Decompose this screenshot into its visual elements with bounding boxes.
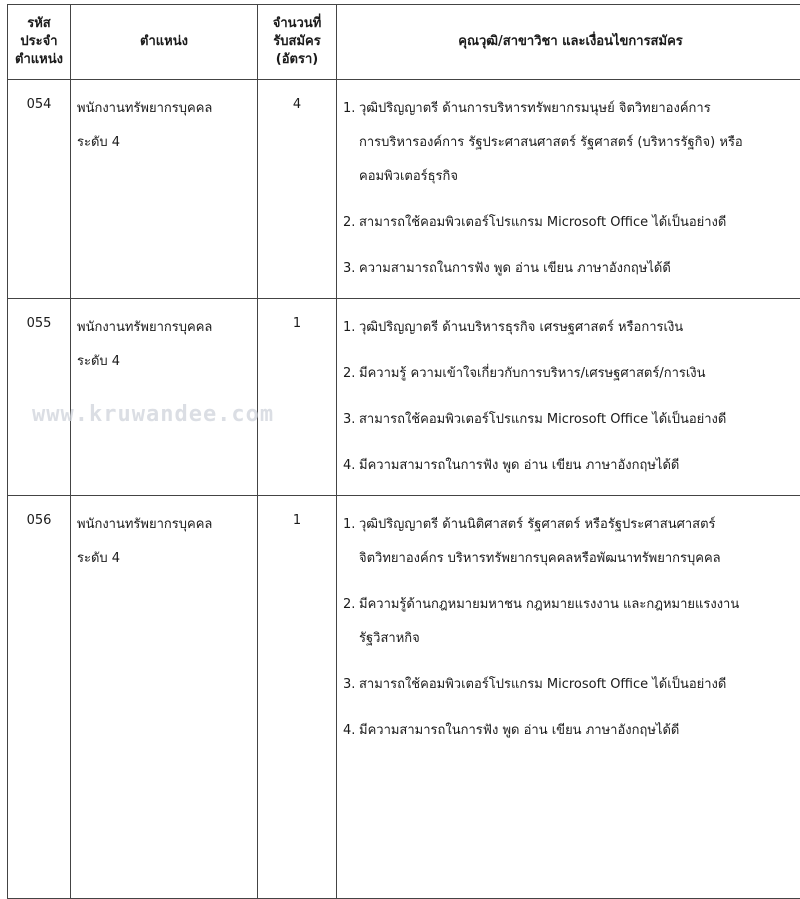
requirement-item	[343, 508, 798, 576]
table-row	[8, 299, 800, 496]
position-title	[71, 80, 258, 299]
requirement-line: วุฒิปริญญาตรี ด้านบริหารธุรกิจ เศรษฐศาสตร์ หรือการเงิน	[359, 311, 798, 345]
requirement-number: 1.	[343, 311, 355, 345]
opening-count: 1	[258, 299, 337, 496]
position-title-line: ระดับ 4	[77, 126, 251, 160]
requirement-line: ความสามารถในการฟัง พูด อ่าน เขียน ภาษาอังกฤษได้ดี	[359, 252, 798, 286]
requirement-item	[343, 403, 798, 437]
requirement-line: วุฒิปริญญาตรี ด้านการบริหารทรัพยากรมนุษย์ จิตวิทยาองค์การ	[359, 92, 798, 126]
header-count-line: รับสมัคร	[260, 33, 334, 51]
requirement-item	[343, 588, 798, 656]
header-qualifications: คุณวุฒิ/สาขาวิชา และเงื่อนไขการสมัคร	[337, 5, 800, 80]
requirement-item	[343, 206, 798, 240]
requirement-line: สามารถใช้คอมพิวเตอร์โปรแกรม Microsoft Office ได้เป็นอย่างดี	[359, 206, 798, 240]
requirement-line: มีความรู้ด้านกฎหมายมหาชน กฎหมายแรงงาน และกฎหมายแรงงาน	[359, 588, 798, 622]
requirement-number: 3.	[343, 668, 355, 702]
watermark: www.kruwandee.com	[32, 402, 274, 427]
header-code-line: รหัส	[10, 15, 68, 33]
requirement-line: สามารถใช้คอมพิวเตอร์โปรแกรม Microsoft Office ได้เป็นอย่างดี	[359, 668, 798, 702]
position-title	[71, 299, 258, 496]
requirement-number: 2.	[343, 588, 355, 622]
position-code: 056	[8, 496, 71, 899]
qualifications-cell	[337, 496, 800, 899]
qualifications-cell	[337, 299, 800, 496]
position-title	[71, 496, 258, 899]
requirement-number: 2.	[343, 357, 355, 391]
requirement-line: จิตวิทยาองค์กร บริหารทรัพยากรบุคคลหรือพัฒนาทรัพยากรบุคคล	[359, 542, 798, 576]
requirement-item	[343, 252, 798, 286]
requirement-line: การบริหารองค์การ รัฐประศาสนศาสตร์ รัฐศาสตร์ (บริหารรัฐกิจ) หรือ	[359, 126, 798, 160]
job-table	[7, 4, 800, 899]
opening-count: 1	[258, 496, 337, 899]
requirements-list	[343, 508, 798, 748]
table-row	[8, 496, 800, 899]
requirement-line: วุฒิปริญญาตรี ด้านนิติศาสตร์ รัฐศาสตร์ หรือรัฐประศาสนศาสตร์	[359, 508, 798, 542]
requirement-number: 3.	[343, 252, 355, 286]
requirement-item	[343, 311, 798, 345]
requirement-number: 1.	[343, 92, 355, 126]
requirement-line: รัฐวิสาหกิจ	[359, 622, 798, 656]
header-count-line: (อัตรา)	[260, 51, 334, 69]
requirement-line: สามารถใช้คอมพิวเตอร์โปรแกรม Microsoft Office ได้เป็นอย่างดี	[359, 403, 798, 437]
requirement-item	[343, 449, 798, 483]
header-code-line: ประจำ	[10, 33, 68, 51]
position-title-line: พนักงานทรัพยากรบุคคล	[77, 311, 251, 345]
requirement-line: มีความรู้ ความเข้าใจเกี่ยวกับการบริหาร/เศรษฐศาสตร์/การเงิน	[359, 357, 798, 391]
requirements-list	[343, 92, 798, 286]
requirement-line: คอมพิวเตอร์ธุรกิจ	[359, 160, 798, 194]
requirement-line: มีความสามารถในการฟัง พูด อ่าน เขียน ภาษาอังกฤษได้ดี	[359, 449, 798, 483]
header-code	[8, 5, 71, 80]
requirement-item	[343, 714, 798, 748]
requirement-line: มีความสามารถในการฟัง พูด อ่าน เขียน ภาษาอังกฤษได้ดี	[359, 714, 798, 748]
qualifications-cell	[337, 80, 800, 299]
position-code: 055	[8, 299, 71, 496]
requirement-number: 3.	[343, 403, 355, 437]
header-code-line: ตำแหน่ง	[10, 51, 68, 69]
table-row	[8, 80, 800, 299]
position-title-line: ระดับ 4	[77, 542, 251, 576]
position-title-line: พนักงานทรัพยากรบุคคล	[77, 508, 251, 542]
requirement-number: 4.	[343, 714, 355, 748]
header-count	[258, 5, 337, 80]
requirement-number: 4.	[343, 449, 355, 483]
opening-count: 4	[258, 80, 337, 299]
position-code: 054	[8, 80, 71, 299]
requirement-item	[343, 668, 798, 702]
position-title-line: ระดับ 4	[77, 345, 251, 379]
position-title-line: พนักงานทรัพยากรบุคคล	[77, 92, 251, 126]
requirements-list	[343, 311, 798, 483]
requirement-number: 1.	[343, 508, 355, 542]
requirement-item	[343, 357, 798, 391]
requirement-item	[343, 92, 798, 194]
header-count-line: จำนวนที่	[260, 15, 334, 33]
header-row	[8, 5, 800, 80]
header-position: ตำแหน่ง	[71, 5, 258, 80]
requirement-number: 2.	[343, 206, 355, 240]
